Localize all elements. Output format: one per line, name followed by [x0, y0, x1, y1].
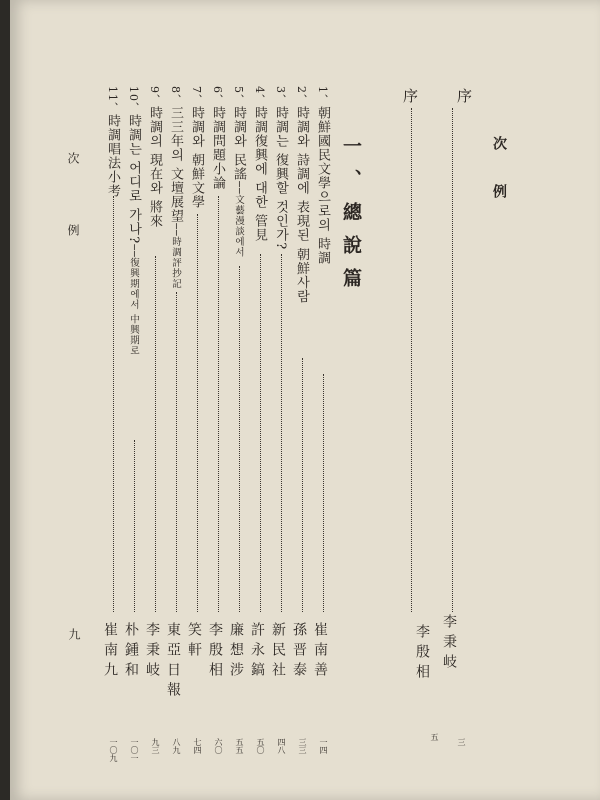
- entry-page: 一四: [319, 738, 328, 754]
- leader-dots: [411, 108, 412, 612]
- entry-number: 9、: [148, 86, 161, 106]
- preface-page: 五: [430, 733, 439, 741]
- entry-title: 時調와 民謠: [231, 106, 246, 182]
- preface-page: 三: [457, 738, 466, 746]
- leader-dots: [155, 256, 156, 612]
- entry-number: 6、: [211, 86, 224, 106]
- toc-entry[interactable]: [274, 86, 287, 250]
- running-footer-label: 次 例: [66, 152, 80, 260]
- toc-entry[interactable]: [211, 86, 224, 190]
- entry-page: 七四: [193, 738, 202, 754]
- preface-author: 李殷相: [414, 624, 430, 684]
- entry-title: 時調와 詩調에 表現된 朝鮮사람: [294, 106, 309, 304]
- entry-page: 四八: [277, 738, 286, 754]
- preface-author: 李秉岐: [441, 614, 457, 674]
- page-number: 九: [67, 628, 81, 640]
- leader-dots: [323, 374, 324, 612]
- entry-subtitle: ──時調評抄記: [170, 223, 181, 290]
- entry-page: 五五: [235, 738, 244, 754]
- entry-page: 一〇一: [130, 738, 139, 762]
- toc-entry[interactable]: [295, 86, 308, 303]
- entry-number: 11、: [106, 86, 119, 114]
- entry-title: 時調問題小論: [210, 106, 225, 190]
- entry-title: 朝鮮國民文學으로의 時調: [315, 106, 330, 266]
- leader-dots: [134, 440, 135, 612]
- entry-number: 4、: [253, 86, 266, 106]
- preface-label: 序: [455, 88, 473, 104]
- page-title: 次 例: [491, 136, 507, 208]
- leader-dots: [239, 266, 240, 612]
- entry-title: 時調復興에 대한 管見: [252, 106, 267, 243]
- entry-author: 崔南九: [102, 622, 118, 682]
- preface-label: 序: [401, 88, 419, 104]
- entry-page: 九三: [151, 738, 160, 754]
- entry-author: 廉想涉: [228, 622, 244, 682]
- toc-entry[interactable]: [169, 86, 182, 289]
- book-page: [10, 0, 600, 800]
- toc-entry[interactable]: [316, 86, 329, 265]
- entry-number: 10、: [127, 86, 140, 114]
- entry-title: 時調와 朝鮮文學: [189, 106, 204, 210]
- entry-page: 六〇: [214, 738, 223, 754]
- toc-entry[interactable]: [190, 86, 203, 209]
- entry-author: 朴鍾和: [123, 622, 139, 682]
- entry-number: 5、: [232, 86, 245, 106]
- entry-number: 3、: [274, 86, 287, 106]
- entry-author: 李殷相: [207, 622, 223, 682]
- entry-number: 1、: [316, 86, 329, 106]
- leader-dots: [302, 358, 303, 612]
- entry-subtitle: ──復興期에서 中興期로: [128, 244, 139, 357]
- entry-page: 八九: [172, 738, 181, 754]
- entry-number: 7、: [190, 86, 203, 106]
- entry-author: 崔南善: [312, 622, 328, 682]
- entry-author: 李秉岐: [144, 622, 160, 682]
- entry-page: 一〇九: [109, 738, 118, 762]
- entry-title: 三三年의 文壇展望: [168, 106, 183, 224]
- entry-page: 三三: [298, 738, 307, 754]
- entry-title: 時調는 어디로 가나?: [126, 114, 141, 245]
- entry-author: 孫晋泰: [291, 622, 307, 682]
- entry-author: 笑軒: [186, 622, 202, 662]
- entry-author: 東亞日報: [165, 622, 181, 702]
- toc-entry[interactable]: [232, 86, 245, 258]
- entry-number: 8、: [169, 86, 182, 106]
- entry-subtitle: ──文藝漫談에서: [233, 181, 244, 258]
- leader-dots: [218, 196, 219, 612]
- leader-dots: [281, 254, 282, 612]
- entry-author: 新民社: [270, 622, 286, 682]
- entry-page: 五〇: [256, 738, 265, 754]
- entry-title: 時調唱法小考: [105, 114, 120, 198]
- toc-entry[interactable]: [106, 86, 119, 198]
- entry-title: 時調의 現在와 將來: [147, 106, 162, 229]
- leader-dots: [452, 108, 453, 612]
- leader-dots: [260, 254, 261, 612]
- toc-entry[interactable]: [127, 86, 140, 356]
- toc-entry[interactable]: [253, 86, 266, 242]
- entry-title: 時調는 復興할 것인가?: [273, 106, 288, 251]
- leader-dots: [197, 214, 198, 612]
- section-title: 一、總說篇: [340, 136, 362, 301]
- toc-entry[interactable]: [148, 86, 161, 228]
- entry-author: 許永鎬: [249, 622, 265, 682]
- leader-dots: [113, 196, 114, 612]
- leader-dots: [176, 292, 177, 612]
- entry-number: 2、: [295, 86, 308, 106]
